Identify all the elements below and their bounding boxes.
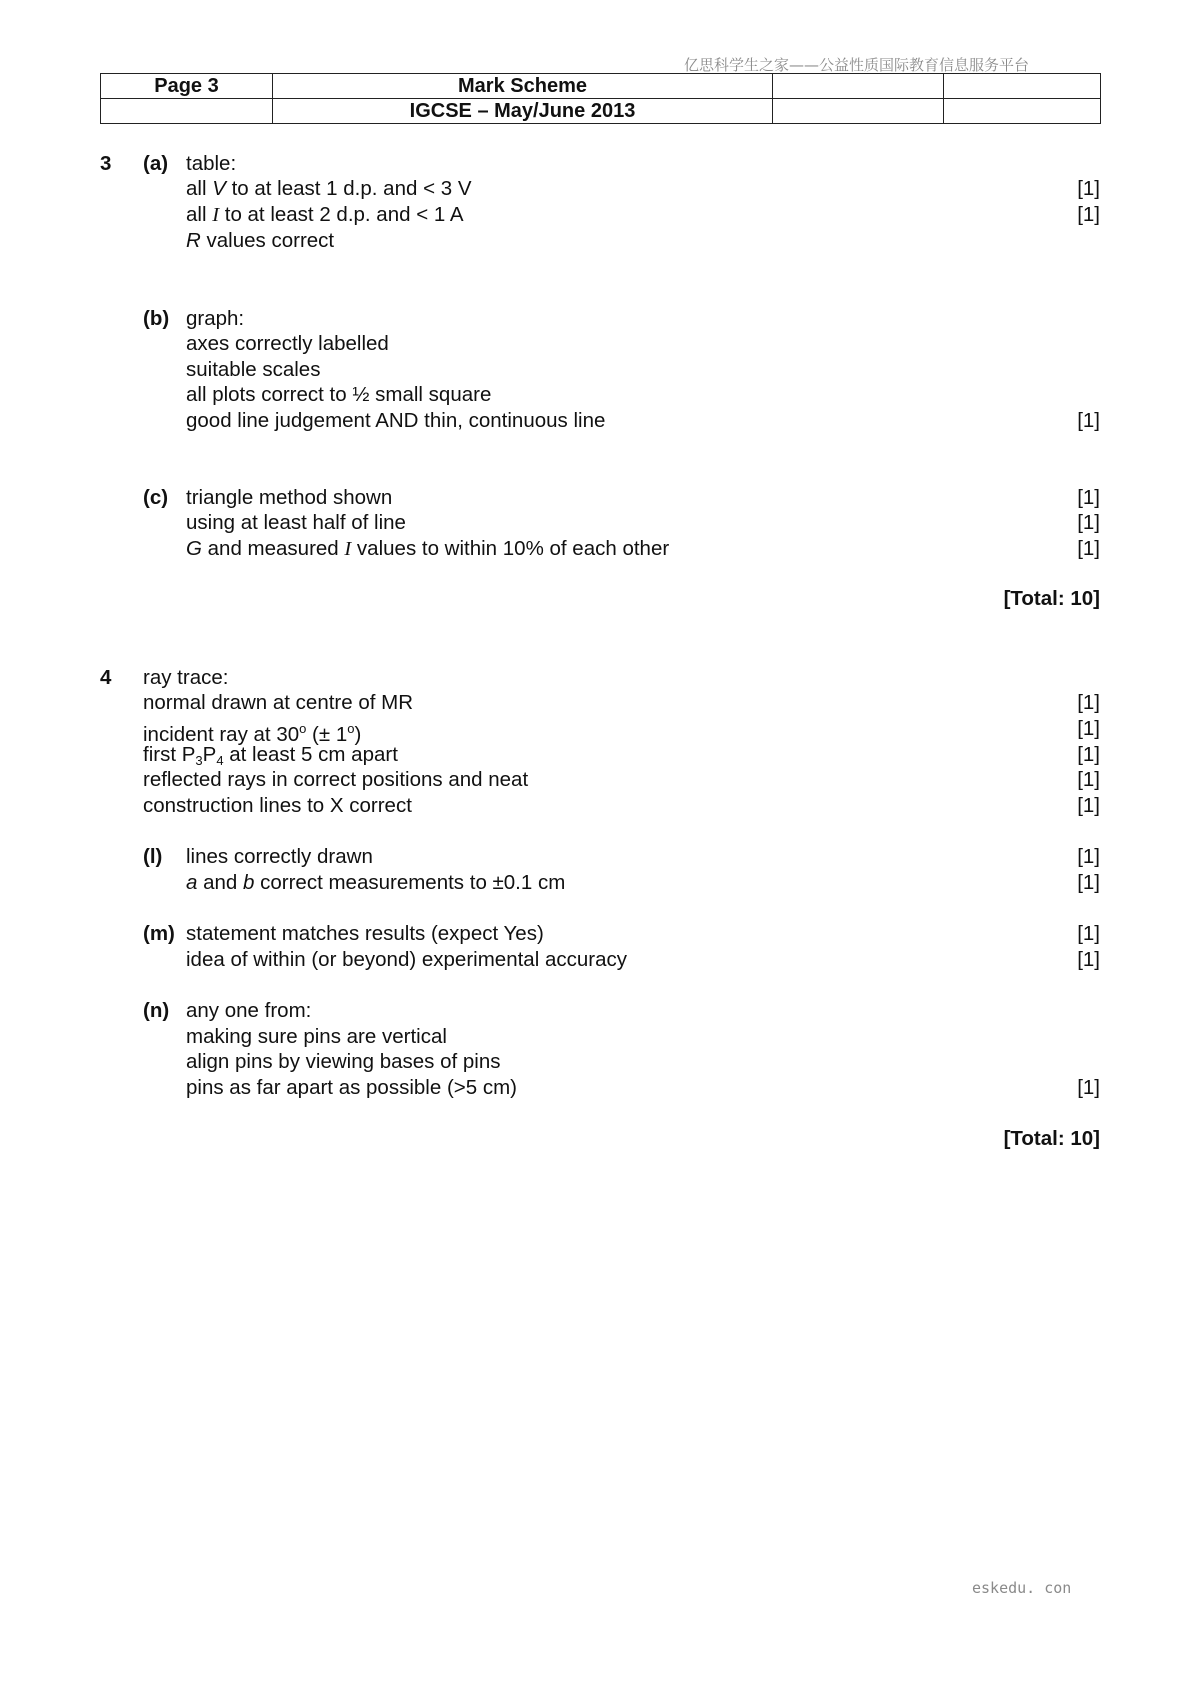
q3b-line-3: suitable scales <box>186 358 321 381</box>
mark-q4n-4: [1] <box>1077 1076 1100 1099</box>
q3c-line-3: G and measured I values to within 10% of each other <box>186 537 670 560</box>
q3a-line-2: all V to at least 1 d.p. and < 3 V <box>186 177 472 200</box>
syllabus-label: IGCSE – May/June 2013 <box>273 99 773 124</box>
q3b-line-2: axes correctly labelled <box>186 332 389 355</box>
mark-q4l-1: [1] <box>1077 845 1100 868</box>
header-empty-cell <box>101 99 273 124</box>
q4m-line-2: idea of within (or beyond) experimental accuracy <box>186 948 627 971</box>
header-empty-cell <box>773 99 944 124</box>
mark-q4m-2: [1] <box>1077 948 1100 971</box>
q3b-line-5: good line judgement AND thin, continuous line <box>186 409 606 432</box>
q3a-line-4: R values correct <box>186 229 335 252</box>
header-row-2 <box>101 99 1101 124</box>
mark-q3c-1: [1] <box>1077 486 1100 509</box>
part-label-4m: (m) <box>143 922 175 945</box>
part-label-3b: (b) <box>143 307 170 330</box>
part-label-4n: (n) <box>143 999 170 1022</box>
mark-q3c-3: [1] <box>1077 537 1100 560</box>
header-empty-cell <box>944 74 1101 99</box>
q3b-line-1: graph: <box>186 307 245 330</box>
q4m-line-1: statement matches results (expect Yes) <box>186 922 544 945</box>
page-label: Page 3 <box>101 74 273 99</box>
mark-q4l-2: [1] <box>1077 871 1100 894</box>
part-label-3c: (c) <box>143 486 169 509</box>
mark-q4-4: [1] <box>1077 743 1100 766</box>
q4-line-4: first $P_3P_4$ at least 5 cm apart <box>143 743 398 768</box>
q4-line-3: incident ray at 30$^o$ (± $1^o$) <box>143 721 362 746</box>
header-empty-cell <box>944 99 1101 124</box>
q4n-line-3: align pins by viewing bases of pins <box>186 1050 501 1073</box>
q3a-line-3: all I to at least 2 d.p. and < 1 A <box>186 203 464 226</box>
q3c-line-2: using at least half of line <box>186 511 406 534</box>
mark-q3b-5: [1] <box>1077 409 1100 432</box>
mark-q3a-3: [1] <box>1077 203 1100 226</box>
q4n-line-4: pins as far apart as possible (>5 cm) <box>186 1076 517 1099</box>
q4l-line-1: lines correctly drawn <box>186 845 373 868</box>
q4l-line-2: a and b correct measurements to ±0.1 cm <box>186 871 566 894</box>
question-number-4: 4 <box>100 666 112 689</box>
total-q4: [Total: 10] <box>1003 1127 1100 1150</box>
q4n-line-1: any one from: <box>186 999 312 1022</box>
q4n-line-2: making sure pins are vertical <box>186 1025 447 1048</box>
mark-q4-5: [1] <box>1077 768 1100 791</box>
document-title: Mark Scheme <box>273 74 773 99</box>
q4-line-2: normal drawn at centre of MR <box>143 691 414 714</box>
part-label-4l: (l) <box>143 845 163 868</box>
q4-line-6: construction lines to X correct <box>143 794 412 817</box>
part-label-3a: (a) <box>143 152 169 175</box>
mark-q4-3: [1] <box>1077 717 1100 740</box>
question-number-3: 3 <box>100 152 112 175</box>
mark-q4-2: [1] <box>1077 691 1100 714</box>
q3a-line-1: table: <box>186 152 237 175</box>
header-empty-cell <box>773 74 944 99</box>
footer-text: eskedu. con <box>972 1579 1072 1597</box>
mark-q4-6: [1] <box>1077 794 1100 817</box>
q4-line-5: reflected rays in correct positions and neat <box>143 768 529 791</box>
header-row-1 <box>101 74 1101 99</box>
header-table <box>100 73 1101 124</box>
q3b-line-4: all plots correct to ½ small square <box>186 383 492 406</box>
q4-line-1: ray trace: <box>143 666 229 689</box>
mark-q3c-2: [1] <box>1077 511 1100 534</box>
watermark-text: 亿思科学生之家——公益性质国际教育信息服务平台 <box>684 56 1030 74</box>
mark-q4m-1: [1] <box>1077 922 1100 945</box>
total-q3: [Total: 10] <box>1003 587 1100 610</box>
q3c-line-1: triangle method shown <box>186 486 393 509</box>
mark-q3a-2: [1] <box>1077 177 1100 200</box>
